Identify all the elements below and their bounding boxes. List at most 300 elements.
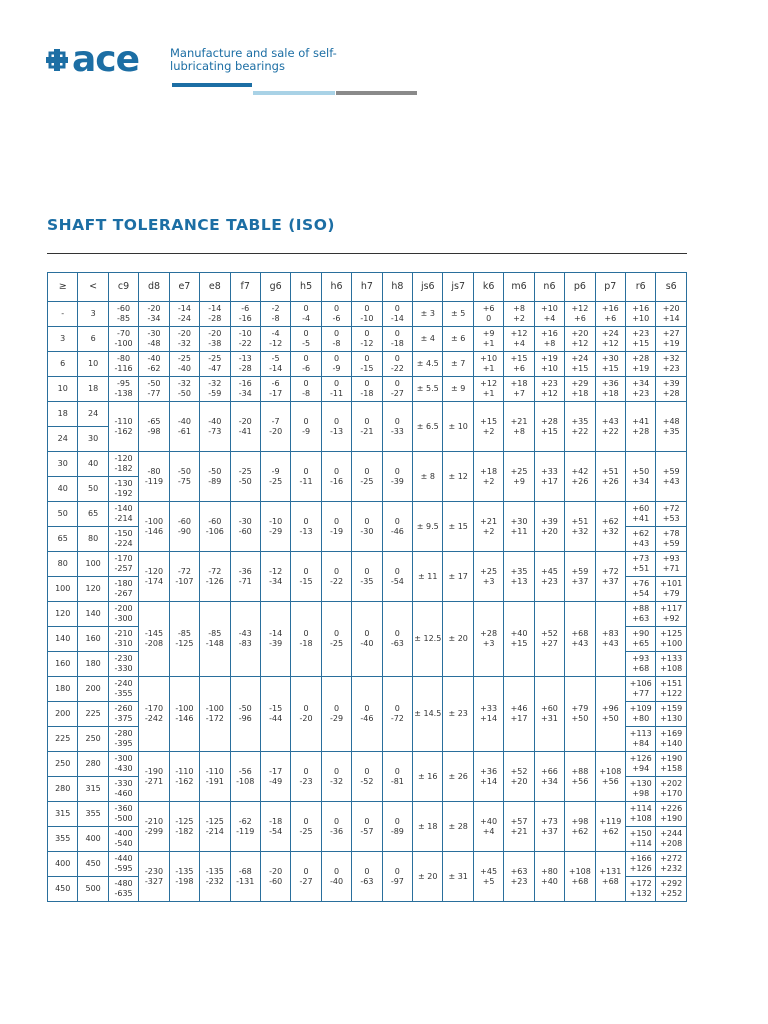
table-cell: -25 -47	[200, 352, 230, 377]
table-cell: -68 -131	[230, 852, 260, 902]
table-cell: +29 +18	[565, 377, 595, 402]
table-cell: +108 +68	[565, 852, 595, 902]
table-cell: 0 -5	[291, 327, 321, 352]
table-cell: -60 -106	[200, 502, 230, 552]
table-cell: 0 -18	[382, 327, 412, 352]
table-cell: ± 5.5	[413, 377, 443, 402]
table-cell: 0 -4	[291, 302, 321, 327]
table-cell: +21 +8	[504, 402, 534, 452]
table-cell: +150 +114	[626, 827, 656, 852]
table-cell: ± 12	[443, 452, 473, 502]
table-cell: +62 +32	[595, 502, 625, 552]
table-cell: 0 -46	[352, 677, 382, 752]
table-cell: +98 +62	[565, 802, 595, 852]
table-cell: ± 5	[443, 302, 473, 327]
table-cell: +33 +17	[534, 452, 564, 502]
table-row	[48, 452, 687, 477]
table-cell: +108 +56	[595, 752, 625, 802]
table-cell: 450	[78, 852, 108, 877]
table-cell: -125 -182	[169, 802, 199, 852]
table-cell: 100	[78, 552, 108, 577]
table-cell: -20 -41	[230, 402, 260, 452]
table-cell: 160	[78, 627, 108, 652]
table-cell: +18 +7	[504, 377, 534, 402]
table-cell: 0 -27	[291, 852, 321, 902]
table-cell: 24	[48, 427, 78, 452]
table-cell: +39 +28	[656, 377, 687, 402]
table-cell: 80	[78, 527, 108, 552]
table-cell: -72 -107	[169, 552, 199, 602]
table-cell: 0 -22	[321, 552, 351, 602]
table-cell: ± 17	[443, 552, 473, 602]
table-cell: +30 +11	[504, 502, 534, 552]
table-cell: 40	[78, 452, 108, 477]
table-cell: +50 +34	[626, 452, 656, 502]
accent-bar-gray	[336, 91, 417, 95]
table-cell: -25 -50	[230, 452, 260, 502]
table-cell: 400	[48, 852, 78, 877]
table-cell: ± 20	[413, 852, 443, 902]
column-header: f7	[230, 273, 260, 302]
table-cell: -2 -8	[260, 302, 290, 327]
table-cell: -16 -34	[230, 377, 260, 402]
table-cell: -20 -34	[139, 302, 169, 327]
column-header: h6	[321, 273, 351, 302]
table-cell: -43 -83	[230, 602, 260, 677]
table-cell: 0 -25	[352, 452, 382, 502]
table-cell: +41 +28	[626, 402, 656, 452]
table-cell: 50	[48, 502, 78, 527]
table-cell: -65 -98	[139, 402, 169, 452]
table-cell: +90 +65	[626, 627, 656, 652]
table-cell: -120 -174	[139, 552, 169, 602]
table-cell: +131 +68	[595, 852, 625, 902]
table-cell: +66 +34	[534, 752, 564, 802]
table-cell: +114 +108	[626, 802, 656, 827]
column-header: k6	[473, 273, 503, 302]
table-cell: +16 +10	[626, 302, 656, 327]
logo-wordmark: ace	[72, 39, 140, 80]
table-cell: 0 -57	[352, 802, 382, 852]
table-cell: -85 -148	[200, 602, 230, 677]
table-cell: +10 +4	[534, 302, 564, 327]
table-cell: 0 -20	[291, 677, 321, 752]
table-cell: -10 -22	[230, 327, 260, 352]
column-header: g6	[260, 273, 290, 302]
table-cell: +202 +170	[656, 777, 687, 802]
ace-logo-icon	[46, 49, 68, 71]
table-cell: -120 -182	[108, 452, 138, 477]
table-cell: -260 -375	[108, 702, 138, 727]
table-cell: -135 -198	[169, 852, 199, 902]
table-cell: +35 +13	[504, 552, 534, 602]
table-cell: 450	[48, 877, 78, 902]
table-cell: -62 -119	[230, 802, 260, 852]
table-cell: +28 +3	[473, 602, 503, 677]
table-cell: +34 +23	[626, 377, 656, 402]
table-cell: 0 -25	[291, 802, 321, 852]
table-cell: 0 -12	[352, 327, 382, 352]
table-cell: -280 -395	[108, 727, 138, 752]
table-cell: 0 -21	[352, 402, 382, 452]
table-cell: ± 20	[443, 602, 473, 677]
table-cell: -210 -299	[139, 802, 169, 852]
table-cell: -440 -595	[108, 852, 138, 877]
table-cell: +109 +80	[626, 702, 656, 727]
table-cell: 10	[78, 352, 108, 377]
table-cell: -150 -224	[108, 527, 138, 552]
table-cell: -40 -62	[139, 352, 169, 377]
table-cell: 65	[78, 502, 108, 527]
table-cell: 160	[48, 652, 78, 677]
table-cell: +106 +77	[626, 677, 656, 702]
table-cell: +20 +12	[565, 327, 595, 352]
table-cell: 315	[48, 802, 78, 827]
table-cell: 280	[48, 777, 78, 802]
table-cell: 0 -40	[352, 602, 382, 677]
table-cell: +62 +43	[626, 527, 656, 552]
table-cell: +35 +22	[565, 402, 595, 452]
table-cell: -6 -17	[260, 377, 290, 402]
table-cell: +40 +4	[473, 802, 503, 852]
table-cell: -180 -267	[108, 577, 138, 602]
column-header: h8	[382, 273, 412, 302]
table-cell: 0 -15	[352, 352, 382, 377]
table-cell: +68 +43	[565, 602, 595, 677]
table-cell: 280	[78, 752, 108, 777]
table-row	[48, 552, 687, 577]
column-header: n6	[534, 273, 564, 302]
table-cell: +32 +23	[656, 352, 687, 377]
table-cell: ± 6.5	[413, 402, 443, 452]
table-cell: +25 +3	[473, 552, 503, 602]
table-cell: -50 -75	[169, 452, 199, 502]
table-cell: -	[48, 302, 78, 327]
table-cell: -330 -460	[108, 777, 138, 802]
table-cell: ± 14.5	[413, 677, 443, 752]
table-cell: +27 +19	[656, 327, 687, 352]
table-cell: +23 +15	[626, 327, 656, 352]
table-cell: 100	[48, 577, 78, 602]
table-cell: 0 -8	[321, 327, 351, 352]
table-cell: +119 +62	[595, 802, 625, 852]
table-cell: +12 +6	[565, 302, 595, 327]
table-cell: 0 -6	[291, 352, 321, 377]
table-cell: -95 -138	[108, 377, 138, 402]
table-cell: +96 +50	[595, 677, 625, 752]
table-cell: -9 -25	[260, 452, 290, 502]
table-cell: ± 9	[443, 377, 473, 402]
table-cell: -50 -89	[200, 452, 230, 502]
table-row	[48, 302, 687, 327]
table-cell: +130 +98	[626, 777, 656, 802]
table-cell: -125 -214	[200, 802, 230, 852]
table-cell: ± 28	[443, 802, 473, 852]
table-cell: ± 18	[413, 802, 443, 852]
table-cell: 140	[48, 627, 78, 652]
table-cell: -6 -16	[230, 302, 260, 327]
table-cell: +36 +14	[473, 752, 503, 802]
table-cell: +36 +18	[595, 377, 625, 402]
table-cell: -32 -59	[200, 377, 230, 402]
column-header: p7	[595, 273, 625, 302]
table-cell: ± 11	[413, 552, 443, 602]
table-cell: -30 -60	[230, 502, 260, 552]
table-cell: 140	[78, 602, 108, 627]
table-cell: 400	[78, 827, 108, 852]
table-cell: +40 +15	[504, 602, 534, 677]
table-cell: +9 +1	[473, 327, 503, 352]
table-cell: +46 +17	[504, 677, 534, 752]
column-header: m6	[504, 273, 534, 302]
table-cell: 180	[78, 652, 108, 677]
table-cell: +30 +15	[595, 352, 625, 377]
table-cell: -300 -430	[108, 752, 138, 777]
table-cell: -40 -73	[200, 402, 230, 452]
table-cell: +159 +130	[656, 702, 687, 727]
table-cell: -85 -125	[169, 602, 199, 677]
table-cell: -14 -39	[260, 602, 290, 677]
table-cell: 0 -13	[321, 402, 351, 452]
table-cell: +93 +68	[626, 652, 656, 677]
table-cell: ± 26	[443, 752, 473, 802]
table-cell: -100 -146	[139, 502, 169, 552]
table-cell: +16 +8	[534, 327, 564, 352]
table-cell: 250	[78, 727, 108, 752]
column-header: js7	[443, 273, 473, 302]
table-cell: -60 -90	[169, 502, 199, 552]
table-cell: ± 12.5	[413, 602, 443, 677]
table-cell: +52 +20	[504, 752, 534, 802]
table-cell: 18	[48, 402, 78, 427]
table-cell: ± 4	[413, 327, 443, 352]
table-cell: +16 +6	[595, 302, 625, 327]
table-cell: +126 +94	[626, 752, 656, 777]
table-cell: -60 -85	[108, 302, 138, 327]
table-cell: +45 +5	[473, 852, 503, 902]
table-cell: 0 -18	[291, 602, 321, 677]
table-cell: +10 +1	[473, 352, 503, 377]
table-cell: +59 +37	[565, 552, 595, 602]
table-cell: +76 +54	[626, 577, 656, 602]
table-cell: ± 16	[413, 752, 443, 802]
table-cell: -480 -635	[108, 877, 138, 902]
table-cell: -72 -126	[200, 552, 230, 602]
table-cell: -170 -257	[108, 552, 138, 577]
table-cell: 315	[78, 777, 108, 802]
table-cell: -100 -172	[200, 677, 230, 752]
table-cell: 0 -15	[291, 552, 321, 602]
column-header: h5	[291, 273, 321, 302]
table-cell: 3	[78, 302, 108, 327]
table-cell: +292 +252	[656, 877, 687, 902]
table-cell: 0 -18	[352, 377, 382, 402]
table-cell: +226 +190	[656, 802, 687, 827]
table-cell: 0 -10	[352, 302, 382, 327]
table-cell: +63 +23	[504, 852, 534, 902]
table-cell: 0 -40	[321, 852, 351, 902]
table-cell: -200 -300	[108, 602, 138, 627]
ace-logo	[46, 39, 140, 80]
table-cell: +73 +37	[534, 802, 564, 852]
table-cell: 0 -13	[291, 502, 321, 552]
table-row	[48, 677, 687, 702]
table-cell: +78 +59	[656, 527, 687, 552]
column-header: e7	[169, 273, 199, 302]
table-cell: -100 -146	[169, 677, 199, 752]
table-cell: 0 -11	[291, 452, 321, 502]
table-cell: -36 -71	[230, 552, 260, 602]
table-cell: 40	[48, 477, 78, 502]
table-cell: -110 -162	[108, 402, 138, 452]
table-cell: 120	[78, 577, 108, 602]
table-cell: 0 -14	[382, 302, 412, 327]
table-row	[48, 802, 687, 827]
table-cell: -7 -20	[260, 402, 290, 452]
table-cell: ± 3	[413, 302, 443, 327]
table-cell: -20 -38	[200, 327, 230, 352]
table-cell: ± 15	[443, 502, 473, 552]
table-cell: +15 +2	[473, 402, 503, 452]
table-cell: 250	[48, 752, 78, 777]
table-cell: -170 -242	[139, 677, 169, 752]
table-cell: -32 -50	[169, 377, 199, 402]
table-cell: 0 -9	[321, 352, 351, 377]
table-cell: 355	[78, 802, 108, 827]
table-cell: +151 +122	[656, 677, 687, 702]
table-row	[48, 377, 687, 402]
table-cell: 30	[48, 452, 78, 477]
table-cell: 0 -19	[321, 502, 351, 552]
table-cell: +12 +4	[504, 327, 534, 352]
table-cell: 200	[78, 677, 108, 702]
table-cell: -14 -28	[200, 302, 230, 327]
table-cell: +117 +92	[656, 602, 687, 627]
table-cell: 0 -39	[382, 452, 412, 502]
table-cell: -40 -61	[169, 402, 199, 452]
page-title: SHAFT TOLERANCE TABLE (ISO)	[47, 216, 335, 234]
table-cell: +24 +12	[595, 327, 625, 352]
table-cell: 0 -63	[352, 852, 382, 902]
table-cell: +133 +108	[656, 652, 687, 677]
table-cell: +12 +1	[473, 377, 503, 402]
brand	[46, 39, 140, 80]
table-cell: 0 -97	[382, 852, 412, 902]
table-cell: +166 +126	[626, 852, 656, 877]
column-header: p6	[565, 273, 595, 302]
table-cell: +244 +208	[656, 827, 687, 852]
table-cell: ± 4.5	[413, 352, 443, 377]
column-header: r6	[626, 273, 656, 302]
table-cell: -80 -119	[139, 452, 169, 502]
table-cell: +101 +79	[656, 577, 687, 602]
table-cell: +18 +2	[473, 452, 503, 502]
column-header: <	[78, 273, 108, 302]
table-cell: -20 -60	[260, 852, 290, 902]
table-cell: -25 -40	[169, 352, 199, 377]
table-cell: ± 10	[443, 402, 473, 452]
title-divider	[47, 253, 687, 254]
table-cell: +83 +43	[595, 602, 625, 677]
table-cell: -230 -330	[108, 652, 138, 677]
table-cell: 0 -35	[352, 552, 382, 602]
table-cell: 24	[78, 402, 108, 427]
table-cell: -10 -29	[260, 502, 290, 552]
table-cell: -14 -24	[169, 302, 199, 327]
accent-bar-lightblue	[253, 91, 335, 95]
table-cell: -17 -49	[260, 752, 290, 802]
table-cell: +15 +6	[504, 352, 534, 377]
table-cell: 500	[78, 877, 108, 902]
table-cell: +272 +232	[656, 852, 687, 877]
table-cell: ± 9.5	[413, 502, 443, 552]
table-cell: -20 -32	[169, 327, 199, 352]
table-cell: 3	[48, 327, 78, 352]
table-cell: -15 -44	[260, 677, 290, 752]
table-cell: +20 +14	[656, 302, 687, 327]
table-cell: 80	[48, 552, 78, 577]
table-cell: 0 -54	[382, 552, 412, 602]
table-cell: -70 -100	[108, 327, 138, 352]
table-cell: 0 -72	[382, 677, 412, 752]
table-cell: +43 +22	[595, 402, 625, 452]
table-cell: 0 -23	[291, 752, 321, 802]
table-cell: ± 6	[443, 327, 473, 352]
table-cell: +39 +20	[534, 502, 564, 552]
table-cell: +24 +15	[565, 352, 595, 377]
table-cell: -80 -116	[108, 352, 138, 377]
table-cell: -30 -48	[139, 327, 169, 352]
table-cell: +93 +71	[656, 552, 687, 577]
table-cell: +51 +32	[565, 502, 595, 552]
table-cell: +23 +12	[534, 377, 564, 402]
table-cell: +57 +21	[504, 802, 534, 852]
table-cell: -13 -28	[230, 352, 260, 377]
table-row	[48, 402, 687, 427]
table-cell: +33 +14	[473, 677, 503, 752]
table-cell: 0 -33	[382, 402, 412, 452]
table-cell: +172 +132	[626, 877, 656, 902]
table-cell: +28 +19	[626, 352, 656, 377]
table-cell: 355	[48, 827, 78, 852]
table-cell: -230 -327	[139, 852, 169, 902]
tolerance-table	[47, 272, 687, 902]
table-row	[48, 327, 687, 352]
table-cell: ± 31	[443, 852, 473, 902]
table-cell: +169 +140	[656, 727, 687, 752]
table-cell: ± 7	[443, 352, 473, 377]
table-cell: -400 -540	[108, 827, 138, 852]
table-cell: +59 +43	[656, 452, 687, 502]
table-cell: +88 +56	[565, 752, 595, 802]
table-cell: +80 +40	[534, 852, 564, 902]
table-cell: +79 +50	[565, 677, 595, 752]
table-cell: +72 +53	[656, 502, 687, 527]
table-cell: 0 -22	[382, 352, 412, 377]
table-cell: -135 -232	[200, 852, 230, 902]
table-cell: +88 +63	[626, 602, 656, 627]
table-cell: -140 -214	[108, 502, 138, 527]
table-cell: -110 -162	[169, 752, 199, 802]
table-cell: 6	[78, 327, 108, 352]
table-cell: -4 -12	[260, 327, 290, 352]
column-header: d8	[139, 273, 169, 302]
table-cell: -360 -500	[108, 802, 138, 827]
table-row	[48, 502, 687, 527]
column-header: js6	[413, 273, 443, 302]
table-header-row	[48, 273, 687, 302]
table-cell: -50 -77	[139, 377, 169, 402]
